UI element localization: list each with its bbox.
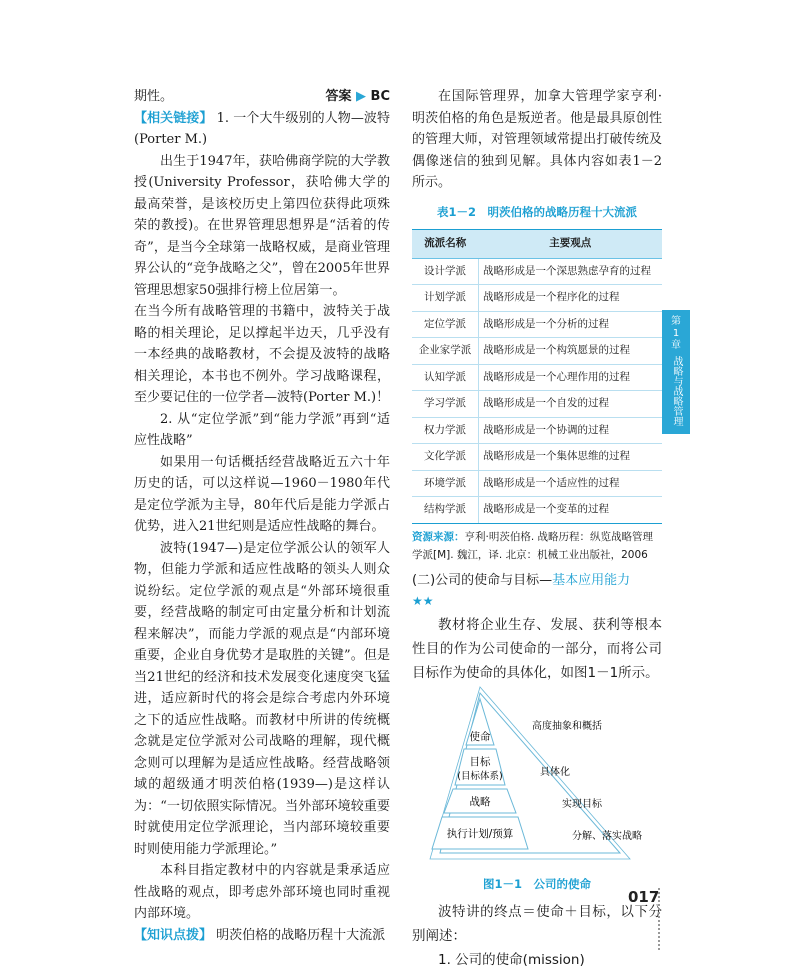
related-link-tag: 【相关链接】 xyxy=(134,110,213,126)
section-level: 基本应用能力 xyxy=(552,572,631,588)
source-text: 亨利·明茨伯格. 战略历程：纵览战略管理学派[M]. 魏江，译. 北京：机械工业出版社，2006 xyxy=(412,530,654,561)
mission-intro-paragraph: 教材将企业生存、发展、获利等根本性目的作为公司使命的一部分，而将公司目标作为使命的具体化，如图1－1所示。 xyxy=(412,616,662,681)
page-edge-dots xyxy=(658,888,660,950)
figure-caption: 图1－1 公司的使命 xyxy=(482,877,591,891)
table-row xyxy=(412,444,662,471)
answer-line xyxy=(134,86,390,108)
table-header-row xyxy=(412,230,662,259)
school-name-cell: 环境学派 xyxy=(412,470,479,497)
porter-theory-paragraph: 在当今所有战略管理的书籍中，波特关于战略的相关理论，足以撑起半边天，几乎没有一本经典的战略教材，不会提及波特的战略相关理论，本书也不例外。学习战略课程，至少要记住的一位学者—波特(Porter M.)！ xyxy=(134,304,390,405)
related-link-title: 1. 一个大牛级别的人物—波特(Porter M.) xyxy=(134,110,390,147)
chapter-title: 战略与战略管理 xyxy=(671,356,682,426)
chapter-number: 1 xyxy=(672,328,680,339)
table-row xyxy=(412,417,662,444)
pyramid-label-plan: 执行计划/预算 xyxy=(446,827,514,840)
table-row xyxy=(412,285,662,312)
school-view-cell: 战略形成是一个深思熟虑孕育的过程 xyxy=(479,258,663,285)
mintzberg-intro: 在国际管理界，加拿大管理学家亨利·明茨伯格的角色是叛逆者。他是最具原创性的管理大师，对管理领域常提出打破传统及偶像迷信的独到见解。具体内容如表1－2所示。 xyxy=(412,89,662,190)
answer-value: BC xyxy=(370,89,390,104)
school-view-cell: 战略形成是一个协调的过程 xyxy=(479,417,663,444)
school-view-cell: 战略形成是一个心理作用的过程 xyxy=(479,364,663,391)
table-row xyxy=(412,391,662,418)
school-name-cell: 文化学派 xyxy=(412,444,479,471)
page-number: 017 xyxy=(628,888,660,906)
mission-pyramid-diagram xyxy=(412,685,662,865)
answer-label: 答案 xyxy=(325,89,352,104)
schools-paragraph: 波特(1947—)是定位学派公认的领军人物，但能力学派和适应性战略的领头人则众说纷纭。定位学派的观点是“外部环境很重要，经营战略的制定可由定量分析和计划流程来解决”，而能力学派的观点是“内部环境重要，企业自身优势才是取胜的关键”。但是当21世纪的经济和技术发展变化速度突飞猛进，适应新时代的将会是综合考虑内外环境之下的适应性战略。而教材中所讲的传统概念就是定位学派对公司战略的理解，现代概念则可以理解为是适应性战略。经营战略领域的超级通才明茨伯格(1939—)是这样认为：“一切依照实际情况。当外部环境较重要时就使用定位学派理论，当内部环境较重要时则使用能力学派理论。” xyxy=(134,540,390,857)
pyramid-label-mission: 使命 xyxy=(469,730,491,743)
pyramid-note-goal: 具体化 xyxy=(540,766,570,778)
school-name-cell: 学习学派 xyxy=(412,391,479,418)
mission-subheading: 1. 公司的使命(mission) xyxy=(438,951,585,968)
table-header: 主要观点 xyxy=(479,230,663,259)
section-heading xyxy=(412,570,662,613)
table-row xyxy=(412,497,662,524)
chapter-side-tab xyxy=(662,310,690,434)
history-paragraph: 如果用一句话概括经营战略近五六十年历史的话，可以这样说—1960－1980年代是定位学派为主导，80年代后是能力学派占优势，进入21世纪则是适应性战略的舞台。 xyxy=(134,454,390,534)
top-text: 期性。 xyxy=(134,89,174,104)
table-source xyxy=(412,528,662,564)
school-view-cell: 战略形成是一个适应性的过程 xyxy=(479,470,663,497)
left-column xyxy=(134,86,390,946)
schools-heading: 2. 从“定位学派”到“能力学派”再到“适应性战略” xyxy=(134,411,390,448)
textbook-paragraph: 本科目指定教材中的内容就是秉承适应性战略的观点，即考虑外部环境也同时重视内部环境。 xyxy=(134,863,390,921)
school-view-cell: 战略形成是一个集体思维的过程 xyxy=(479,444,663,471)
school-name-cell: 设计学派 xyxy=(412,258,479,285)
school-name-cell: 结构学派 xyxy=(412,497,479,524)
porter-endpoint-paragraph: 波特讲的终点＝使命＋目标，以下分别阐述： xyxy=(412,903,662,944)
knowledge-tip-text: 明茨伯格的战略历程十大流派 xyxy=(216,927,386,943)
table-row xyxy=(412,470,662,497)
knowledge-tip xyxy=(134,925,390,947)
table-row xyxy=(412,258,662,285)
school-view-cell: 战略形成是一个变革的过程 xyxy=(479,497,663,524)
pyramid-label-goal: 目标 xyxy=(469,755,491,768)
table-caption: 表1－2 明茨伯格的战略历程十大流派 xyxy=(436,204,637,219)
answer-arrow-icon: ▶ xyxy=(356,89,367,104)
chapter-top: 第 xyxy=(671,316,681,327)
chapter-bottom: 章 xyxy=(671,340,681,351)
pyramid-label-goal-sub: (目标体系) xyxy=(457,770,503,782)
school-name-cell: 计划学派 xyxy=(412,285,479,312)
pyramid-note-strategy: 实现目标 xyxy=(562,798,602,810)
section-prefix: (二)公司的使命与目标— xyxy=(412,572,553,588)
porter-bio-paragraph: 出生于1947年，获哈佛商学院的大学教授(University Professor，获哈佛大学的最高荣誉，是该校历史上第四位获得此项殊荣的教授)。在世界管理思想界是“活着的传奇”，是当今全球第一战略权威，是商业管理界公认的“竞争战略之父”，曾在2005年世界管理思想家50强排行榜上位居第一。 xyxy=(134,153,390,298)
school-view-cell: 战略形成是一个程序化的过程 xyxy=(479,285,663,312)
star-icon: ★★ xyxy=(412,594,434,608)
related-link-heading xyxy=(134,108,390,151)
school-name-cell: 权力学派 xyxy=(412,417,479,444)
source-label: 资源来源： xyxy=(412,530,465,543)
pyramid-note-mission: 高度抽象和概括 xyxy=(532,720,602,732)
table-row xyxy=(412,338,662,365)
pyramid-note-plan: 分解、落实战略 xyxy=(572,830,642,842)
school-name-cell: 认知学派 xyxy=(412,364,479,391)
school-view-cell: 战略形成是一个分析的过程 xyxy=(479,311,663,338)
knowledge-tip-tag: 【知识点拨】 xyxy=(134,927,213,943)
answer-block xyxy=(325,86,390,108)
table-body xyxy=(412,258,662,523)
table-row xyxy=(412,311,662,338)
pyramid-label-strategy: 战略 xyxy=(469,795,491,808)
school-view-cell: 战略形成是一个构筑愿景的过程 xyxy=(479,338,663,365)
table-header: 流派名称 xyxy=(412,230,479,259)
table-row xyxy=(412,364,662,391)
school-view-cell: 战略形成是一个自发的过程 xyxy=(479,391,663,418)
school-name-cell: 定位学派 xyxy=(412,311,479,338)
schools-table xyxy=(412,229,662,524)
right-column xyxy=(412,86,662,972)
school-name-cell: 企业家学派 xyxy=(412,338,479,365)
